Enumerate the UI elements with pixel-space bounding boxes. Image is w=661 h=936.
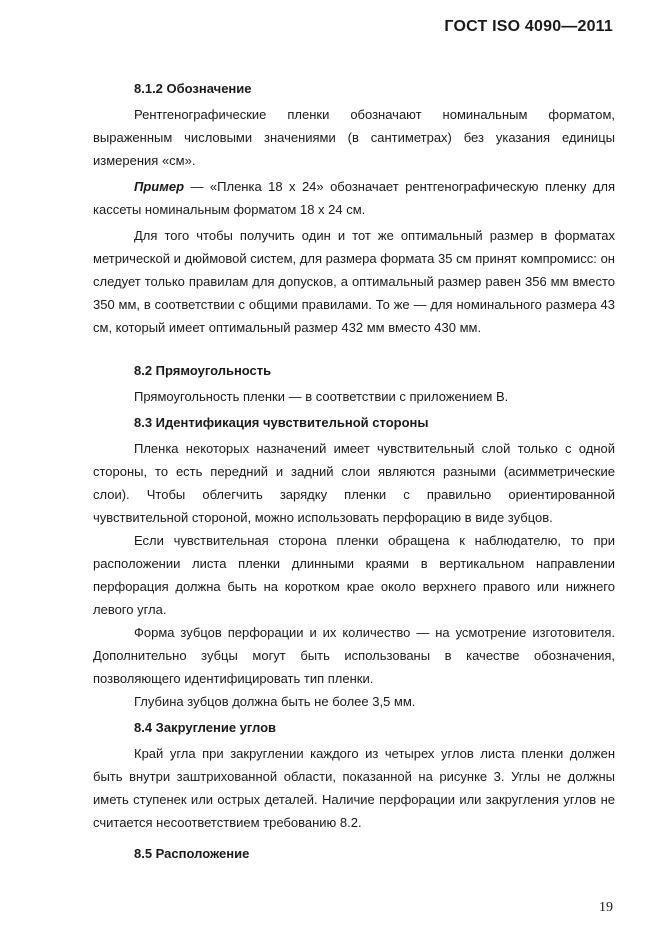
paragraph: Пленка некоторых назначений имеет чувствительный слой только с одной стороны, то есть передний и задний слои являются разными (асимметрические слои). Чтобы облегчить зарядку пленки с правильно ориентированной чувствительной стороной, можно использовать перфорацию в виде зубцов. — [93, 441, 615, 525]
section-heading-8-1-2: 8.1.2 Обозначение — [134, 81, 252, 96]
paragraph: Прямоугольность пленки — в соответствии с приложением В. — [134, 389, 509, 404]
paragraph: Если чувствительная сторона пленки обращена к наблюдателю, то при расположении листа пленки длинными краями в вертикальном направлении перфорация должна быть на коротком крае около верхнего правого или нижнего левого угла. — [93, 533, 615, 617]
document-header: ГОСТ ISO 4090—2011 — [444, 18, 613, 35]
section-heading-8-2: 8.2 Прямоугольность — [134, 363, 272, 378]
paragraph: Для того чтобы получить один и тот же оптимальный размер в форматах метрической и дюймовой систем, для размера формата 35 см принят компромисс: он следует только правилам для допусков, а оптимальный размер равен 356 мм вместо 350 мм, в соответствии с общими правилами. То же — для номинального размера 43 см, который имеет оптимальный размер 432 мм вместо 430 мм. — [93, 228, 615, 335]
paragraph: Форма зубцов перфорации и их количество — на усмотрение изготовителя. Дополнительно зубцы могут быть использованы в качестве обозначения, позволяющего идентифицировать тип пленки. — [93, 625, 615, 686]
paragraph: Глубина зубцов должна быть не более 3,5 мм. — [134, 694, 416, 709]
section-heading-8-3: 8.3 Идентификация чувствительной стороны — [134, 415, 429, 430]
paragraph: Рентгенографические пленки обозначают номинальным форматом, выраженным числовыми значениями (в сантиметрах) без указания единицы измерения «см». — [93, 107, 615, 168]
example-text: — «Пленка 18 х 24» обозначает рентгенографическую пленку для кассеты номинальным форматом 18 х 24 см. — [93, 179, 615, 217]
example-label: Пример — [134, 179, 185, 194]
paragraph: Край угла при закруглении каждого из четырех углов листа пленки должен быть внутри заштрихованной области, показанной на рисунке 3. Углы не должны иметь ступенек или острых деталей. Наличие перфорации или закругления углов не считается несоответствием требованию 8.2. — [93, 746, 615, 830]
section-heading-8-5: 8.5 Расположение — [134, 846, 250, 861]
page-number: 19 — [599, 900, 613, 915]
document-body — [93, 77, 615, 865]
section-heading-8-4: 8.4 Закругление углов — [134, 720, 276, 735]
example-paragraph — [93, 175, 615, 221]
